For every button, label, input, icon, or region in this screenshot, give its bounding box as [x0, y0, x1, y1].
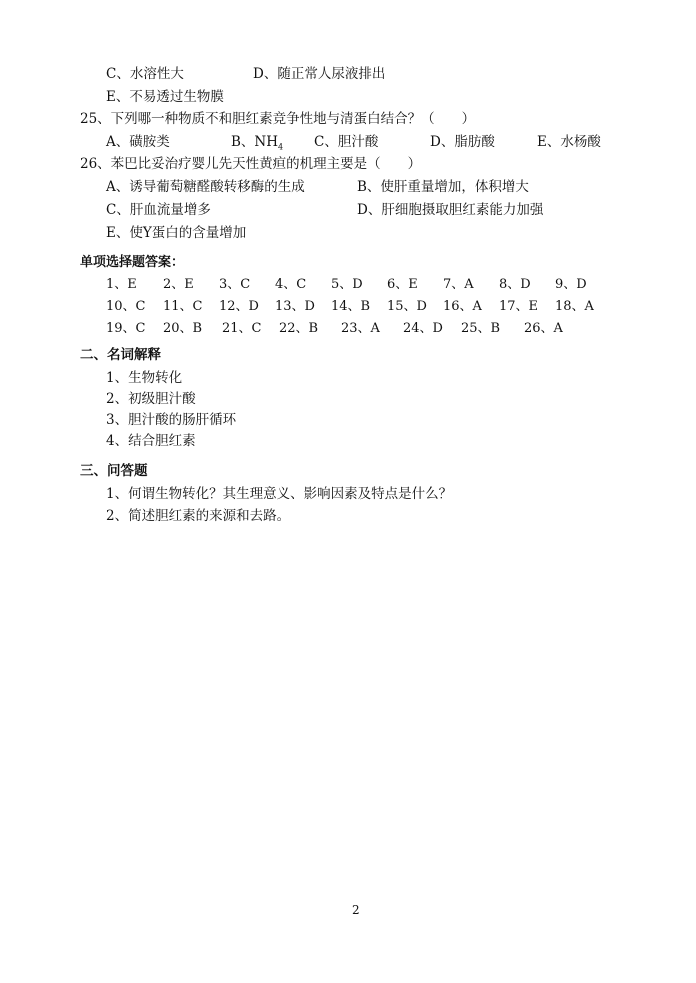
answer-item: 18、A: [555, 299, 594, 314]
answer-item: 26、A: [524, 321, 563, 336]
questions-heading: 三、问答题: [80, 463, 148, 479]
answer-item: 10、C: [106, 299, 146, 314]
answer-item: 6、E: [387, 277, 418, 292]
answer-item: 23、A: [341, 321, 380, 336]
q25-option-a: A、磺胺类: [106, 134, 170, 150]
answer-item: 1、E: [106, 277, 137, 292]
answer-item: 20、B: [163, 321, 203, 336]
answer-item: 8、D: [499, 277, 531, 292]
answer-item: 15、D: [387, 299, 427, 314]
term-item: 2、初级胆汁酸: [106, 391, 196, 407]
q26-stem: 26、苯巴比妥治疗婴儿先天性黄疸的机理主要是（ ）: [80, 156, 422, 172]
q25-option-e: E、水杨酸: [537, 134, 601, 150]
answer-item: 5、D: [331, 277, 363, 292]
term-item: 3、胆汁酸的肠肝循环: [106, 412, 237, 428]
q26-option-a: A、诱导葡萄糖醛酸转移酶的生成: [106, 179, 305, 195]
answer-item: 3、C: [219, 277, 251, 292]
answer-item: 21、C: [222, 321, 262, 336]
q26-option-e: E、使Y蛋白的含量增加: [106, 225, 247, 241]
answer-item: 22、B: [279, 321, 319, 336]
question-item: 1、何谓生物转化？其生理意义、影响因素及特点是什么？: [106, 486, 453, 502]
q25-option-b-subscript: 4: [278, 142, 284, 152]
answer-item: 11、C: [163, 299, 203, 314]
answer-item: 24、D: [403, 321, 443, 336]
answer-item: 17、E: [499, 299, 539, 314]
term-item: 4、结合胆红素: [106, 433, 196, 449]
answer-item: 13、D: [275, 299, 315, 314]
answer-item: 14、B: [331, 299, 371, 314]
q25-option-b: [231, 133, 283, 157]
answer-item: 7、A: [443, 277, 474, 292]
question-item: 2、简述胆红素的来源和去路。: [106, 508, 291, 524]
q25-stem: 25、下列哪一种物质不和胆红素竞争性地与清蛋白结合？（ ）: [80, 111, 476, 127]
q25-option-d: D、脂肪酸: [430, 134, 495, 150]
terms-heading: 二、名词解释: [80, 347, 161, 363]
q24-option-d: D、随正常人尿液排出: [253, 66, 386, 82]
answer-item: 12、D: [219, 299, 259, 314]
q26-option-b: B、使肝重量增加，体积增大: [357, 179, 529, 195]
q24-option-c: C、水溶性大: [106, 66, 184, 82]
q26-option-c: C、肝血流量增多: [106, 202, 211, 218]
page-number: 2: [352, 903, 360, 917]
q25-option-b-text: B、NH: [231, 134, 279, 150]
answer-item: 9、D: [555, 277, 587, 292]
answer-item: 2、E: [163, 277, 194, 292]
answer-item: 25、B: [461, 321, 501, 336]
q25-option-c: C、胆汁酸: [314, 134, 379, 150]
answer-item: 19、C: [106, 321, 146, 336]
answer-item: 4、C: [275, 277, 307, 292]
answer-item: 16、A: [443, 299, 482, 314]
q24-option-e: E、不易透过生物膜: [106, 89, 224, 105]
term-item: 1、生物转化: [106, 370, 183, 386]
q26-option-d: D、肝细胞摄取胆红素能力加强: [357, 202, 544, 218]
answers-heading: 单项选择题答案：: [80, 255, 185, 270]
